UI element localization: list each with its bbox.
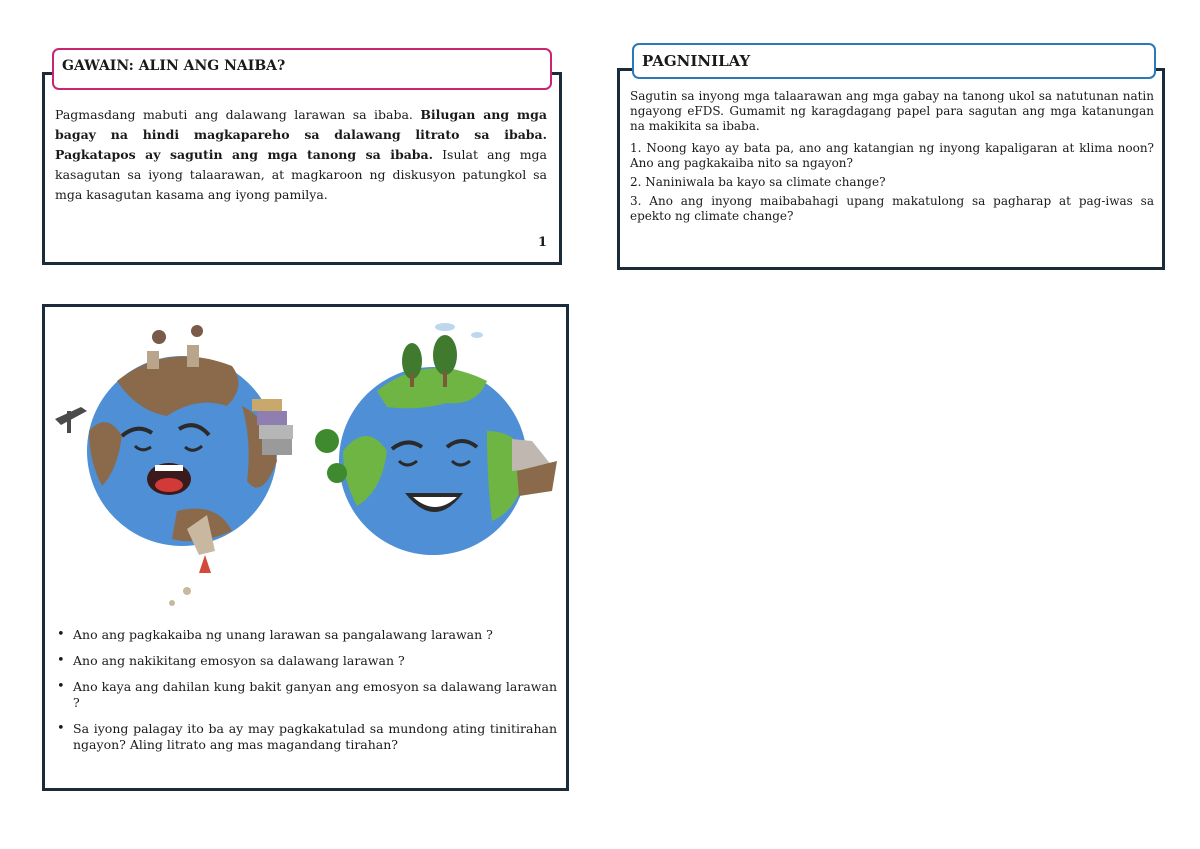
- question-2: 2. Naniniwala ba kayo sa climate change?: [630, 175, 886, 189]
- pagninilay-intro: Sagutin sa inyong mga talaarawan ang mga gabay na tanong ukol sa natutunan natin ngayong eFDS. Gumamit ng karagdagang papel para sagutan ang mga katanungan na makikita sa ibaba.: [630, 89, 1154, 133]
- pagninilay-card: [617, 68, 1165, 270]
- activity-question-2: • Ano ang nakikitang emosyon sa dalawang larawan ?: [57, 653, 557, 669]
- activity-question-4: • Sa iyong palagay ito ba ay may pagkakatulad sa mundong ating tinitirahan ngayon? Aling litrato ang mas magandang tirahan?: [57, 721, 557, 753]
- happy-earth-image: [315, 323, 557, 555]
- gawain-title-tab: [52, 48, 552, 90]
- activity-question-3: • Ano kaya ang dahilan kung bakit ganyan ang emosyon sa dalawang larawan ?: [57, 679, 557, 711]
- gawain-text-2: Bilugan ang mga bagay na hindi magkapareho sa dalawang litrato sa ibaba. Pagkatapos ay sagutin ang mga tanong sa ibaba.: [55, 107, 547, 162]
- pagninilay-questions: [630, 141, 1154, 224]
- pagninilay-title-tab: [632, 43, 1156, 79]
- activity-questions: [57, 627, 557, 763]
- gawain-text-1: Pagmasdang mabuti ang dalawang larawan sa ibaba.: [55, 107, 421, 122]
- gawain-card: [42, 72, 562, 265]
- question-3: 3. Ano ang inyong maibabahagi upang makatulong sa pagharap at pag-iwas sa epekto ng climate change?: [630, 194, 1154, 223]
- gawain-instructions: [55, 105, 547, 205]
- question-1: 1. Noong kayo ay bata pa, ano ang katangian ng inyong kapaligaran at klima noon? Ano ang pagkakaiba nito sa ngayon?: [630, 141, 1154, 170]
- pagninilay-body: [630, 89, 1154, 228]
- page-number: 1: [537, 235, 547, 250]
- earths-illustration: [47, 311, 564, 621]
- activity-question-1: • Ano ang pagkakaiba ng unang larawan sa pangalawang larawan ?: [57, 627, 557, 643]
- activity-card: [42, 304, 569, 791]
- sad-earth-image: [55, 325, 293, 606]
- gawain-text-3: Isulat ang mga kasagutan sa iyong talaarawan, at magkaroon ng diskusyon patungkol sa mga kasagutan kasama ang iyong pamilya.: [55, 147, 547, 202]
- pagninilay-title: PAGNINILAY: [642, 52, 751, 70]
- gawain-title: GAWAIN: ALIN ANG NAIBA?: [62, 58, 286, 74]
